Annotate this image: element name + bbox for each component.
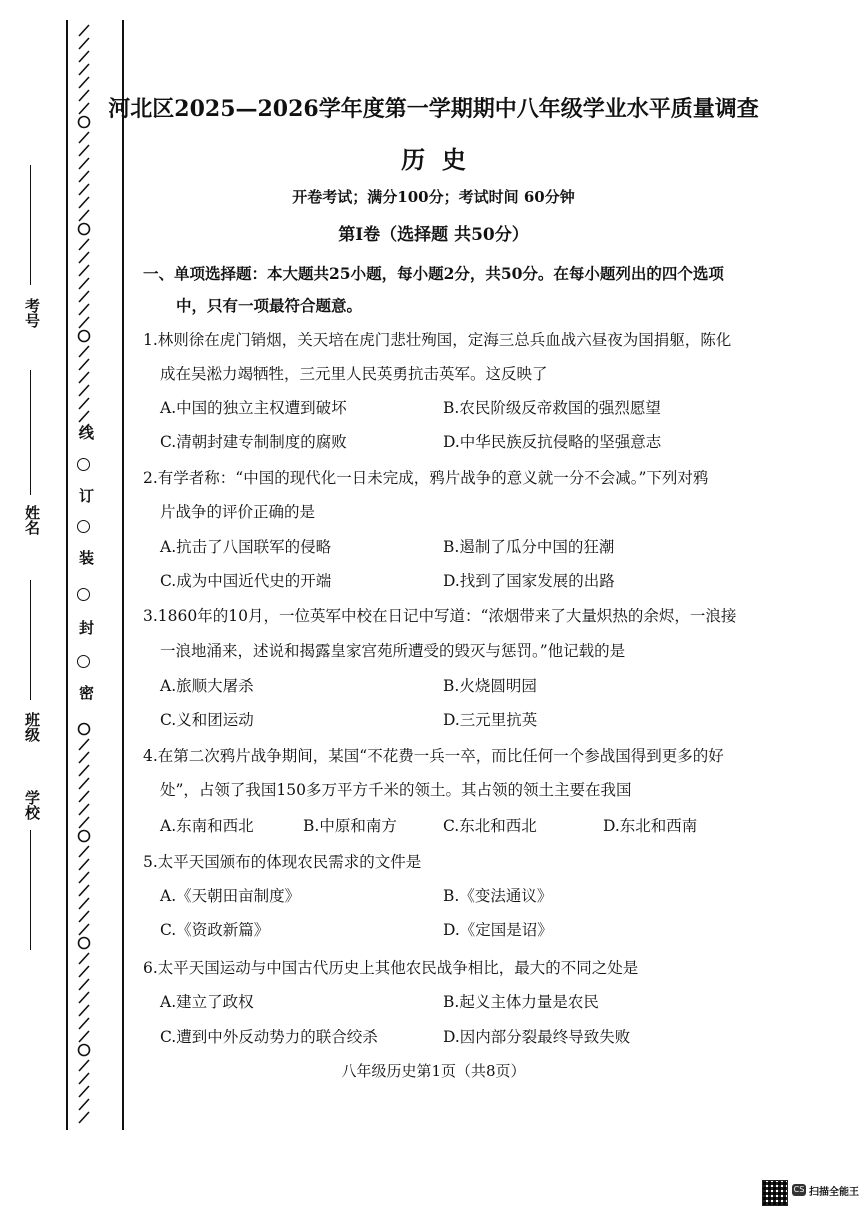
pattern-slash bbox=[79, 411, 89, 422]
pattern-slash bbox=[79, 846, 89, 857]
pattern-slash bbox=[79, 872, 89, 883]
binding-word-line: 线 bbox=[77, 425, 95, 440]
pattern-slash bbox=[79, 1031, 89, 1042]
exam-title: 河北区2025—2026学年度第一学期期中八年级学业水平质量调查 bbox=[108, 96, 759, 122]
pattern-slash bbox=[79, 992, 89, 1003]
question-4-line-1: 4.在第二次鸦片战争期间，某国“不花费一兵一卒，而比任何一个参战国得到更多的好 bbox=[143, 747, 724, 765]
question-3-line-2: 一浪地涌来，述说和揭露皇家宫苑所遭受的毁灭与惩罚。”他记载的是 bbox=[160, 642, 626, 660]
question-3-option-d[interactable]: D.三元里抗英 bbox=[443, 711, 538, 729]
pattern-slash bbox=[79, 291, 89, 302]
pattern-slash bbox=[79, 765, 89, 776]
pattern-slash bbox=[79, 778, 89, 789]
binding-circle bbox=[77, 458, 90, 471]
pattern-slash bbox=[79, 804, 89, 815]
question-2-line-1: 2.有学者称：“中国的现代化一日未完成，鸦片战争的意义就一分不会减。”下列对鸦 bbox=[143, 469, 709, 487]
pattern-slash bbox=[79, 1005, 89, 1016]
field-school-label: 学校 bbox=[23, 790, 41, 820]
question-4-option-b[interactable]: B.中原和南方 bbox=[303, 817, 397, 835]
question-1-line-2: 成在吴淞力竭牺牲，三元里人民英勇抗击英军。这反映了 bbox=[160, 365, 548, 383]
pattern-slash bbox=[79, 953, 89, 964]
scanner-logo-icon: CS bbox=[793, 1185, 805, 1194]
pattern-slash bbox=[79, 966, 89, 977]
question-4-option-d[interactable]: D.东北和西南 bbox=[603, 817, 698, 835]
class-blank[interactable] bbox=[30, 580, 31, 700]
binding-word-seal: 封 bbox=[77, 620, 95, 635]
pattern-slash bbox=[79, 739, 89, 750]
question-5-option-b[interactable]: B.《变法通议》 bbox=[443, 887, 553, 905]
binding-word-bind: 装 bbox=[77, 550, 95, 565]
question-5-line-1: 5.太平天国颁布的体现农民需求的文件是 bbox=[143, 853, 422, 871]
question-6-option-c[interactable]: C.遭到中外反动势力的联合绞杀 bbox=[160, 1028, 378, 1046]
pattern-slash bbox=[79, 25, 89, 36]
question-6-option-a[interactable]: A.建立了政权 bbox=[160, 993, 254, 1011]
pattern-slash bbox=[79, 77, 89, 88]
pattern-slash bbox=[79, 885, 89, 896]
question-1-line-1: 1.林则徐在虎门销烟，关天培在虎门悲壮殉国，定海三总兵血战六昼夜为国捐躯，陈化 bbox=[143, 331, 732, 349]
question-6-option-d[interactable]: D.因内部分裂最终导致失败 bbox=[443, 1028, 631, 1046]
exam-info: 开卷考试；满分100分；考试时间 60分钟 bbox=[292, 188, 575, 206]
pattern-slash bbox=[79, 372, 89, 383]
question-5-option-d[interactable]: D.《定国是诏》 bbox=[443, 921, 553, 939]
school-blank[interactable] bbox=[30, 830, 31, 950]
pattern-slash bbox=[79, 278, 89, 289]
question-3-line-1: 3.1860年的10月，一位英军中校在日记中写道：“浓烟带来了大量炽热的余烬，一浪接 bbox=[143, 607, 737, 625]
pattern-slash bbox=[79, 346, 89, 357]
pattern-circle bbox=[79, 1045, 90, 1056]
binding-word-stitch: 订 bbox=[77, 488, 95, 503]
question-1-option-b[interactable]: B.农民阶级反帝救国的强烈愿望 bbox=[443, 399, 661, 417]
question-5-option-c[interactable]: C.《资政新篇》 bbox=[160, 921, 270, 939]
pattern-slash bbox=[79, 924, 89, 935]
pattern-slash bbox=[79, 398, 89, 409]
pattern-slash bbox=[79, 1018, 89, 1029]
question-3-option-b[interactable]: B.火烧圆明园 bbox=[443, 677, 537, 695]
pattern-slash bbox=[79, 752, 89, 763]
question-1-option-a[interactable]: A.中国的独立主权遭到破坏 bbox=[160, 399, 347, 417]
binding-word-secret: 密 bbox=[77, 685, 95, 700]
binding-circle bbox=[77, 588, 90, 601]
pattern-slash bbox=[79, 817, 89, 828]
pattern-slash bbox=[79, 1086, 89, 1097]
pattern-circle bbox=[79, 331, 90, 342]
binding-circle bbox=[77, 520, 90, 533]
section-title: 第Ⅰ卷（选择题 共50分） bbox=[338, 225, 529, 245]
question-6-option-b[interactable]: B.起义主体力量是农民 bbox=[443, 993, 599, 1011]
question-1-option-d[interactable]: D.中华民族反抗侵略的坚强意志 bbox=[443, 433, 662, 451]
pattern-slash bbox=[79, 911, 89, 922]
scanner-logo-name: 扫描全能王 bbox=[809, 1187, 859, 1198]
pattern-slash bbox=[79, 359, 89, 370]
question-1-option-c[interactable]: C.清朝封建专制制度的腐败 bbox=[160, 433, 347, 451]
pattern-slash bbox=[79, 265, 89, 276]
question-3-option-c[interactable]: C.义和团运动 bbox=[160, 711, 254, 729]
field-name-label: 姓名 bbox=[23, 505, 41, 535]
pattern-slash bbox=[79, 979, 89, 990]
field-exam-number-label: 考号 bbox=[23, 298, 41, 328]
question-4-line-2: 处”，占领了我国150多万平方千米的领土。其占领的领土主要在我国 bbox=[160, 781, 632, 799]
pattern-slash bbox=[79, 317, 89, 328]
pattern-slash bbox=[79, 38, 89, 49]
pattern-slash bbox=[79, 1112, 89, 1123]
question-5-option-a[interactable]: A.《天朝田亩制度》 bbox=[160, 887, 301, 905]
question-2-option-d[interactable]: D.找到了国家发展的出路 bbox=[443, 572, 615, 590]
question-4-option-c[interactable]: C.东北和西北 bbox=[443, 817, 537, 835]
question-4-option-a[interactable]: A.东南和西北 bbox=[160, 817, 254, 835]
pattern-slash bbox=[79, 385, 89, 396]
instruction-line-1: 一、单项选择题：本大题共25小题，每小题2分，共50分。在每小题列出的四个选项 bbox=[143, 264, 724, 283]
question-3-option-a[interactable]: A.旅顺大屠杀 bbox=[160, 677, 254, 695]
pattern-slash bbox=[79, 304, 89, 315]
question-2-option-b[interactable]: B.遏制了瓜分中国的狂潮 bbox=[443, 538, 615, 556]
pattern-slash bbox=[79, 51, 89, 62]
question-6-line-1: 6.太平天国运动与中国古代历史上其他农民战争相比，最大的不同之处是 bbox=[143, 959, 639, 977]
pattern-circle bbox=[79, 724, 90, 735]
pattern-circle bbox=[79, 831, 90, 842]
question-2-option-c[interactable]: C.成为中国近代史的开端 bbox=[160, 572, 332, 590]
question-2-line-2: 片战争的评价正确的是 bbox=[160, 503, 316, 521]
instruction-line-2: 中，只有一项最符合题意。 bbox=[176, 296, 363, 315]
pattern-slash bbox=[79, 252, 89, 263]
pattern-slash bbox=[79, 898, 89, 909]
pattern-slash bbox=[79, 791, 89, 802]
page-footer: 八年级历史第1页（共8页） bbox=[341, 1062, 526, 1080]
subject-title: 历 史 bbox=[401, 145, 466, 174]
pattern-slash bbox=[79, 859, 89, 870]
qr-code-icon bbox=[762, 1180, 788, 1206]
pattern-slash bbox=[79, 64, 89, 75]
pattern-slash bbox=[79, 1099, 89, 1110]
pattern-circle bbox=[79, 938, 90, 949]
name-blank[interactable] bbox=[30, 370, 31, 495]
binding-circle bbox=[77, 655, 90, 668]
field-class-label: 班级 bbox=[23, 712, 41, 742]
question-2-option-a[interactable]: A.抗击了八国联军的侵略 bbox=[160, 538, 332, 556]
